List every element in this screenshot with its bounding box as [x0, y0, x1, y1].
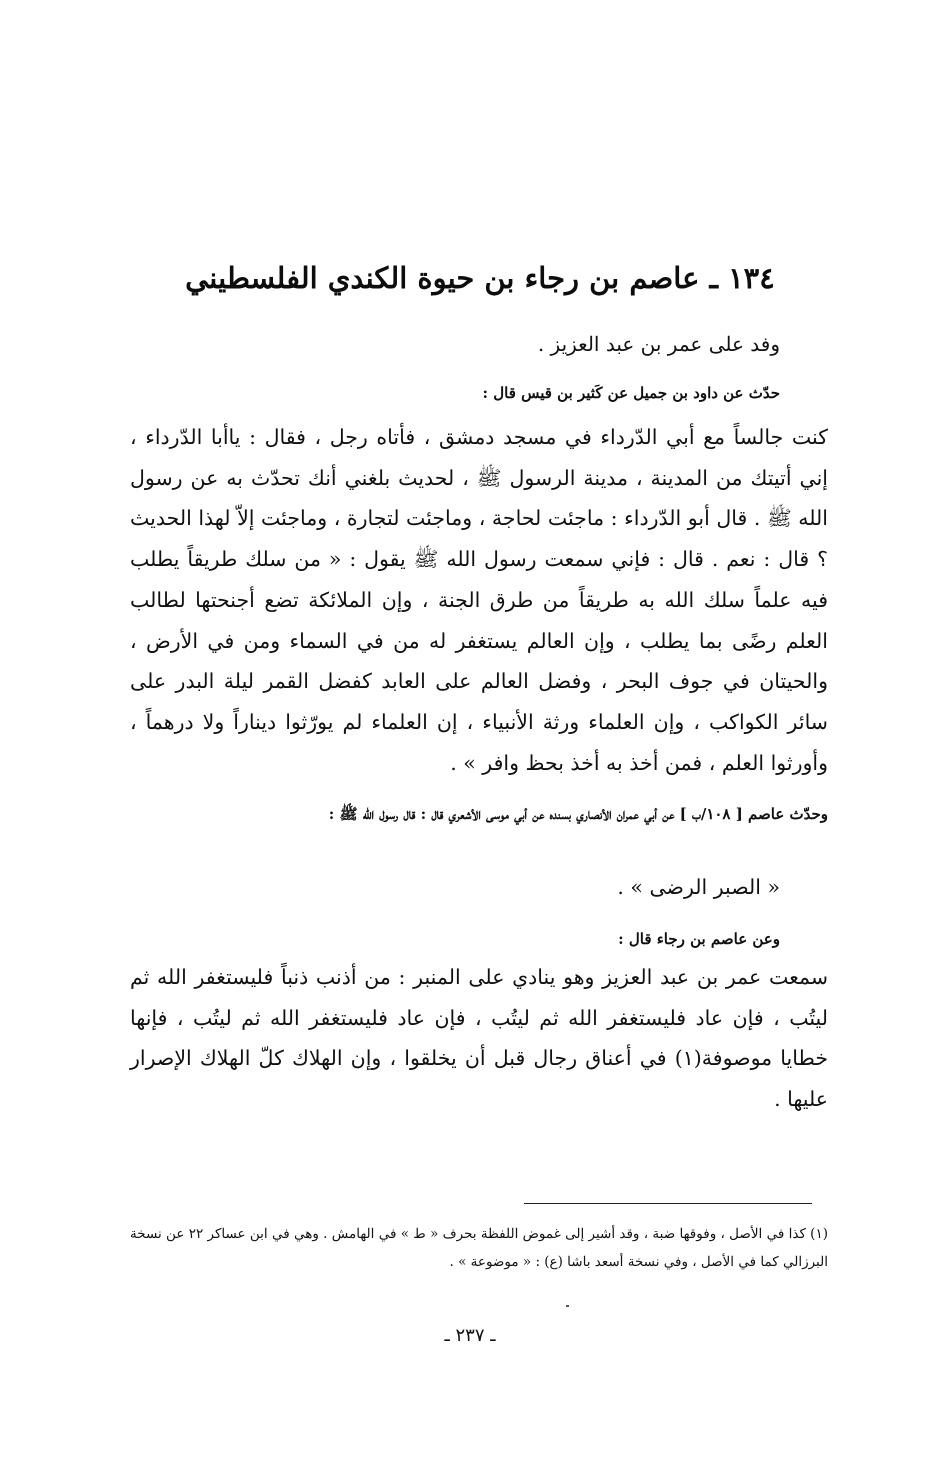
- isnad-line-3: وعن عاصم بن رجاء قال :: [618, 930, 780, 948]
- hadith-quote: « الصبر الرضى » .: [617, 875, 780, 899]
- hadith-paragraph-2: سمعت عمر بن عبد العزيز وهو ينادي على المنبر : من أذنب ذنباً فليستغفر الله ثم ليتُب ، فإن عاد فليستغفر الله ثم ليتُب ، فإن عاد فليستغفر الله ثم ليتُب ، فإنها خطايا موصوفة(١) في أعناق رجال قبل أن يخلقوا ، وإن الهلاك كلّ الهلاك الإصرار عليها .: [130, 965, 828, 1112]
- hadith-paragraph-1: كنت جالساً مع أبي الدّرداء في مسجد دمشق ، فأتاه رجل ، فقال : ياأبا الدّرداء ، إني أتيتك من المدينة ، مدينة الرسول ﷺ ، لحديث بلغني أنك تحدّث به عن رسول الله ﷺ . قال أبو الدّرداء : ماجئت لحاجة ، وماجئت لتجارة ، وماجئت إلاّ لهذا الحديث ؟ قال : نعم . قال : فإني سمعت رسول الله ﷺ يقول : « من سلك طريقاً يطلب فيه علماً سلك الله به طريقاً من طرق الجنة ، وإن الملائكة تضع أجنحتها لطالب العلم رضًى بما يطلب ، وإن العالم يستغفر له من في السماء ومن في الأرض ، والحيتان في جوف البحر ، وفضل العالم على العابد كفضل القمر ليلة البدر على سائر الكواكب ، وإن العلماء ورثة الأنبياء ، إن العلماء لم يورّثوا ديناراً ولا درهماً ، وأورثوا العلم ، فمن أخذ به أخذ بحظ وافر » .: [130, 425, 829, 775]
- chapter-title: ١٣٤ ـ عاصم بن رجاء بن حيوة الكندي الفلسطيني: [185, 261, 775, 295]
- isnad-line-2: وحدّث عاصم [ ١٠٨/ب ] عن أبي عمران الأنصاري بسنده عن أبي موسى الأشعري قال : قال رسول الله ﷺ :: [328, 805, 828, 823]
- isnad-line-1: حدّث عن داود بن جميل عن كَثير بن قيس قال :: [482, 384, 780, 402]
- footnote-text: (١) كذا في الأصل ، وفوقها ضبة ، وقد أشير إلى غموض اللفظة بحرف « ط » في الهامش . وهي في ابن عساكر ٢٢ عن نسخة البرزالي كما في الأصل ، وفي نسخة أسعد باشا (ع) : « موضوعة » .: [130, 1226, 828, 1270]
- chapter-subtitle: وفد على عمر بن عبد العزيز .: [537, 332, 780, 356]
- scan-speck: [566, 1305, 569, 1307]
- footnote-divider: [524, 1203, 812, 1204]
- page-number: ـ ٢٣٧ ـ: [444, 1325, 496, 1346]
